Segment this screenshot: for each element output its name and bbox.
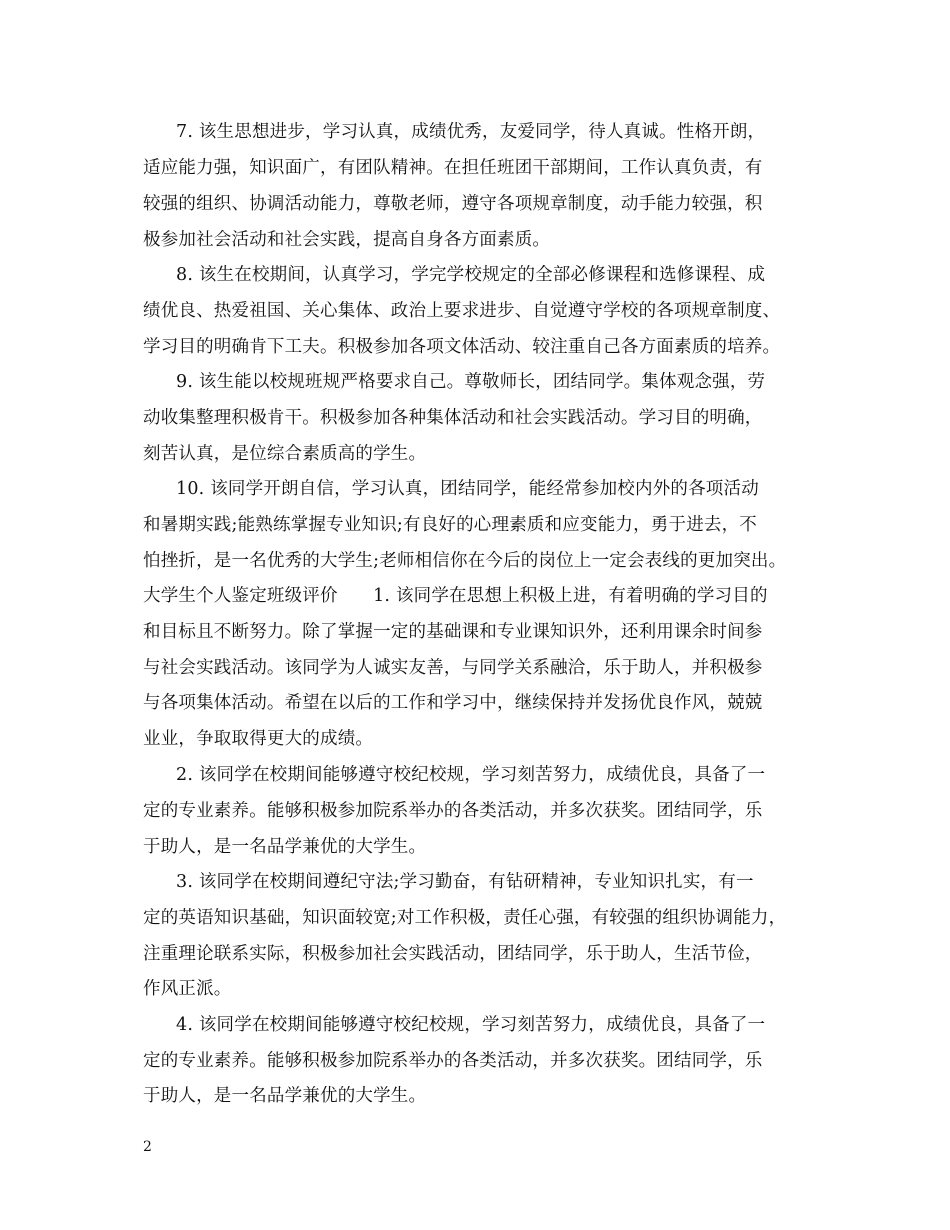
- text-line: 极参加社会活动和社会实践，提高自身各方面素质。: [143, 230, 551, 250]
- text-line: 定的专业素养。能够积极参加院系举办的各类活动，并多次获奖。团结同学，乐: [143, 801, 763, 821]
- text-line: 4. 该同学在校期间能够遵守校纪校规，学习刻苦努力，成绩优良，具备了一: [176, 1015, 766, 1035]
- text-line: 刻苦认真，是位综合素质高的学生。: [143, 444, 427, 464]
- text-line: 定的英语知识基础，知识面较宽;对工作积极，责任心强，有较强的组织协调能力，: [143, 908, 787, 928]
- text-line: 于助人，是一名品学兼优的大学生。: [143, 1086, 427, 1106]
- text-line: 2. 该同学在校期间能够遵守校纪校规，学习刻苦努力，成绩优良，具备了一: [176, 765, 766, 785]
- text-line: 9. 该生能以校规班规严格要求自己。尊敬师长，团结同学。集体观念强，劳: [176, 372, 766, 392]
- text-line: 与各项集体活动。希望在以后的工作和学习中，继续保持并发扬优良作风，兢兢: [143, 693, 763, 713]
- text-line: 绩优良、热爱祖国、关心集体、政治上要求进步、自觉遵守学校的各项规章制度、: [143, 301, 781, 321]
- text-line: 3. 该同学在校期间遵纪守法;学习勤奋，有钻研精神，专业知识扎实，有一: [176, 872, 754, 892]
- text-line: 和目标且不断努力。除了掌握一定的基础课和专业课知识外，还利用课余时间参: [143, 622, 763, 642]
- text-line: 和暑期实践;能熟练掌握专业知识;有良好的心理素质和应变能力，勇于进去，不: [143, 515, 757, 535]
- text-line: 怕挫折，是一名优秀的大学生;老师相信你在今后的岗位上一定会表线的更加突出。: [143, 551, 787, 571]
- text-line: 学习目的明确肯下工夫。积极参加各项文体活动、较注重自己各方面素质的培养。: [143, 337, 781, 357]
- text-line: 作风正派。: [143, 979, 232, 999]
- text-line: 7. 该生思想进步，学习认真，成绩优秀，友爱同学，待人真诚。性格开朗，: [176, 122, 766, 142]
- text-line: 8. 该生在校期间，认真学习，学完学校规定的全部必修课程和选修课程、成: [176, 265, 766, 285]
- text-line: 大学生个人鉴定班级评价 1. 该同学在思想上积极上进，有着明确的学习目的: [143, 586, 768, 606]
- text-line: 较强的组织、协调活动能力，尊敬老师，遵守各项规章制度，动手能力较强，积: [143, 194, 763, 214]
- text-line: 与社会实践活动。该同学为人诚实友善，与同学关系融洽，乐于助人，并积极参: [143, 658, 763, 678]
- page-number: 2: [143, 1139, 152, 1155]
- text-line: 于助人，是一名品学兼优的大学生。: [143, 837, 427, 857]
- text-line: 定的专业素养。能够积极参加院系举办的各类活动，并多次获奖。团结同学，乐: [143, 1051, 763, 1071]
- text-line: 注重理论联系实际，积极参加社会实践活动，团结同学，乐于助人，生活节俭，: [143, 944, 763, 964]
- text-line: 动收集整理积极肯干。积极参加各种集体活动和社会实践活动。学习目的明确，: [143, 408, 763, 428]
- text-line: 10. 该同学开朗自信，学习认真，团结同学，能经常参加校内外的各项活动: [176, 479, 759, 499]
- text-line: 适应能力强，知识面广，有团队精神。在担任班团干部期间，工作认真负责，有: [143, 158, 763, 178]
- text-line: 业业，争取取得更大的成绩。: [143, 729, 374, 749]
